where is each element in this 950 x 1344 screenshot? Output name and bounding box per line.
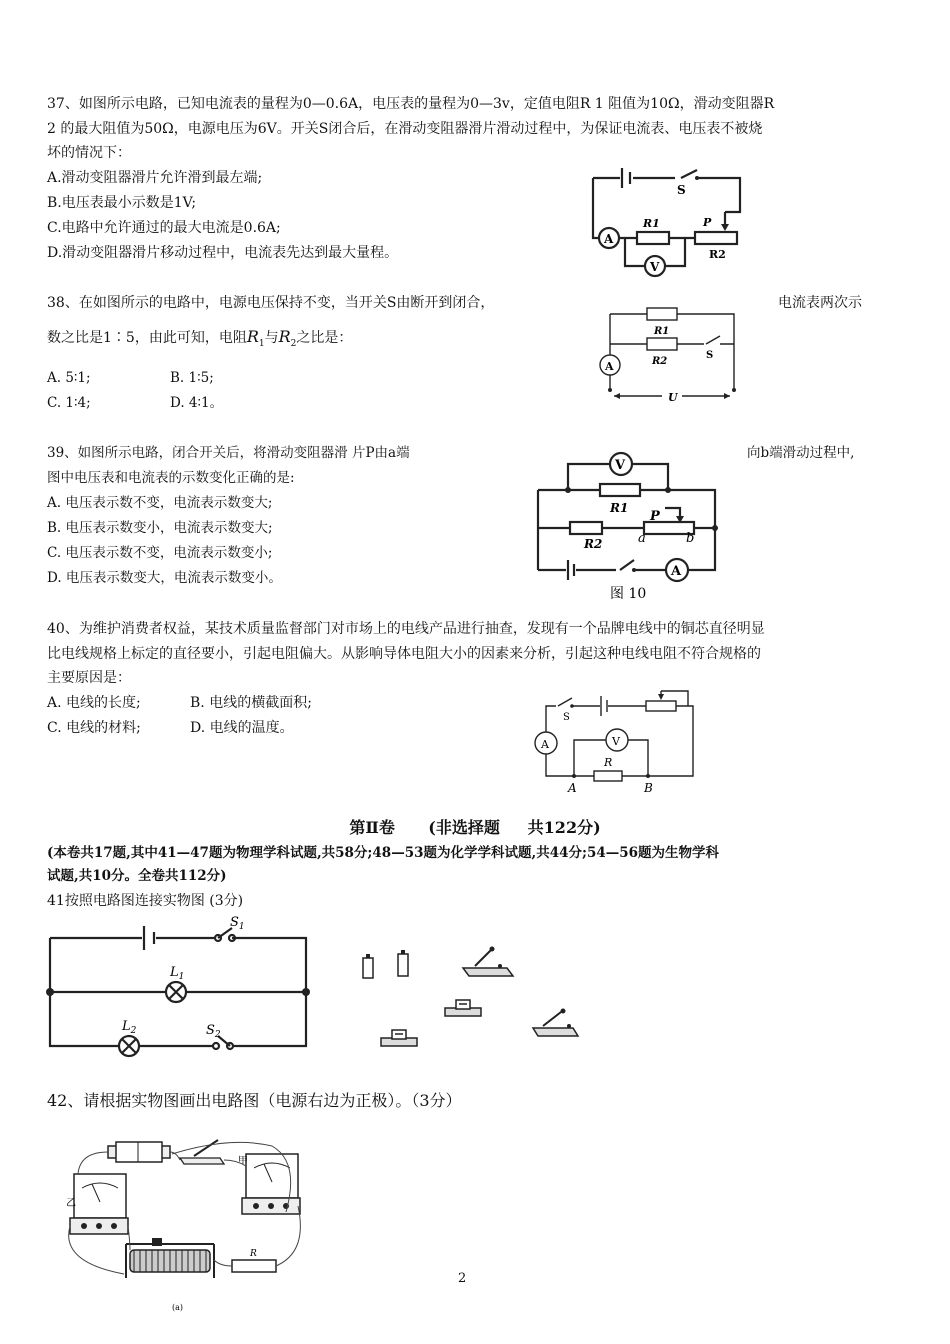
q38-stem-part1: 38、在如图所示的电路中，电源电压保持不变，当开关S由断开到闭合，: [47, 295, 495, 311]
q39-circuit-diagram: [530, 444, 725, 604]
q38-option-c: C. 1∶4;: [47, 395, 91, 411]
lamp-holder-2: [381, 1030, 417, 1046]
q40-label-voltmeter: V: [612, 735, 620, 748]
q38-option-d: D. 4∶1。: [170, 395, 224, 411]
q38-label-r1: R1: [654, 326, 670, 337]
rheostat: [646, 701, 676, 711]
section2-note-line1: (本卷共17题,其中41—47题为物理学科试题,共58分;48—53题为化学学科试题,共44分;54—56题为生物学科: [47, 845, 720, 861]
q38-stem-line2b: 之比是：: [296, 330, 353, 346]
q41-physical-components: [355, 940, 580, 1055]
q40-label-r: R: [604, 756, 613, 769]
q37-label-r2: R2: [709, 248, 726, 261]
q38-label-u: U: [668, 391, 678, 404]
q39-label-r1: R1: [610, 501, 629, 515]
q38-stem-part2: 电流表两次示: [778, 295, 862, 311]
q41-circuit-diagram: [44, 910, 314, 1060]
q41-label-s2: $S_2$: [206, 1023, 221, 1040]
q39-label-r2: R2: [584, 537, 603, 551]
q39-stem-part1: 39、如图所示电路，闭合开关后，将滑动变阻器滑 片P由a端: [47, 445, 410, 461]
q39-stem-part2: 向b端滑动过程中,: [747, 445, 855, 461]
q42-stem: 42、请根据实物图画出电路图（电源右边为正极）。（3分）: [47, 1091, 462, 1110]
resistor-top: [647, 308, 677, 320]
q38-option-a: A. 5∶1;: [47, 370, 91, 386]
q40-option-c: C. 电线的材料;: [47, 720, 141, 736]
q41-stem: 41按照电路图连接实物图 (3分): [47, 893, 244, 909]
q39-label-a: a: [638, 531, 646, 546]
knife-switch-1: [463, 947, 513, 977]
q41-label-s1: $S_1$: [230, 915, 245, 932]
q40-label-s: S: [563, 712, 570, 723]
q37-stem-line3: 坏的情况下：: [47, 145, 131, 161]
q38-circuit-diagram: [592, 292, 752, 412]
q38-stem-line2: [47, 325, 352, 356]
q38-and: 与: [264, 330, 279, 346]
q37-label-ammeter: A: [604, 232, 614, 246]
q37-option-a: A.滑动变阻器滑片允许滑到最左端;: [47, 170, 263, 186]
battery-cell-2: [398, 950, 408, 976]
q37-stem-line2: 2 的最大阻值为50Ω，电源电压为6V。开关S闭合后，在滑动变阻器滑片滑动过程中，为保证电流表、电压表不被烧: [47, 121, 763, 137]
q39-option-d: D. 电压表示数变大，电流表示数变小。: [47, 570, 282, 586]
q42-label-r: R: [250, 1249, 257, 1259]
q40-option-b: B. 电线的横截面积;: [190, 695, 312, 711]
q42-figure-caption: (a): [172, 1303, 184, 1312]
resistor-r1: [647, 338, 677, 350]
q40-label-point-a: A: [568, 781, 577, 795]
q37-option-d: D.滑动变阻器滑片移动过程中，电流表先达到最大量程。: [47, 245, 399, 261]
q41-label-l1: $L_1$: [170, 965, 185, 982]
section2-note-line2: 试题,共10分。全卷共112分): [47, 868, 227, 884]
q37-label-p: P: [703, 216, 712, 229]
q40-stem-line1: 40、为维护消费者权益，某技术质量监督部门对市场上的电线产品进行抽查，发现有一个品牌电线中的铜芯直径明显: [47, 621, 765, 637]
q38-r1: R: [246, 327, 259, 346]
q38-r2: R: [278, 327, 291, 346]
q38-option-b: B. 1∶5;: [170, 370, 214, 386]
q40-option-d: D. 电线的温度。: [190, 720, 294, 736]
resistor-r1: [600, 484, 640, 496]
q37-label-s: S: [677, 183, 686, 197]
q38-r1-sub: 1: [258, 338, 265, 349]
resistor-r: [594, 771, 622, 781]
q42-physical-circuit-figure: [60, 1132, 310, 1314]
q39-label-voltmeter: V: [615, 458, 626, 473]
q38-label-s: S: [706, 350, 714, 361]
q39-option-c: C. 电压表示数不变，电流表示数变小;: [47, 545, 273, 561]
meter-jia: [242, 1154, 300, 1214]
q37-option-c: C.电路中允许通过的最大电流是0.6A;: [47, 220, 281, 236]
q37-stem-line1: 37、如图所示电路，已知电流表的量程为0—0.6A，电压表的量程为0—3v，定值电阻R 1 阻值为10Ω，滑动变阻器R: [47, 96, 775, 112]
q38-r2-sub: 2: [290, 338, 297, 349]
resistor-r2: [570, 522, 602, 534]
q37-label-r1: R1: [643, 217, 660, 230]
battery-holder: [108, 1142, 170, 1162]
q40-stem-line3: 主要原因是：: [47, 670, 131, 686]
q40-option-a: A. 电线的长度;: [47, 695, 141, 711]
q37-circuit-diagram: [585, 160, 750, 280]
page-number: 2: [458, 1271, 467, 1286]
q38-label-ammeter: A: [605, 360, 614, 373]
rheostat-coil: [126, 1238, 214, 1278]
lamp-holder-1: [445, 1000, 481, 1016]
meter-yi: [70, 1174, 128, 1234]
q39-option-a: A. 电压表示数不变，电流表示数变大;: [47, 495, 273, 511]
q39-label-p: P: [650, 509, 660, 524]
q39-stem-line2: 图中电压表和电流表的示数变化正确的是:: [47, 470, 295, 486]
section2-title: 第Ⅱ卷 (非选择题 共122分): [349, 818, 601, 837]
q42-label-jia: 甲: [238, 1156, 248, 1167]
q40-label-point-b: B: [644, 781, 653, 795]
q41-label-l2: $L_2$: [122, 1019, 137, 1036]
q37-option-b: B.电压表最小示数是1V;: [47, 195, 197, 211]
q39-figure-caption: 图 10: [610, 586, 647, 602]
q40-stem-line2: 比电线规格上标定的直径要小，引起电阻偏大。从影响导体电阻大小的因素来分析，引起这种电线电阻不符合规格的: [47, 646, 761, 662]
q37-label-voltmeter: V: [650, 260, 660, 274]
battery-cell-1: [363, 954, 373, 978]
q39-label-b: b: [686, 531, 695, 546]
resistor-r-icon: [232, 1260, 276, 1272]
q38-label-r2: R2: [652, 356, 668, 367]
q39-label-ammeter: A: [671, 564, 682, 579]
q40-label-ammeter: A: [541, 738, 549, 751]
knife-switch-2: [533, 1009, 578, 1037]
q39-option-b: B. 电压表示数变小，电流表示数变大;: [47, 520, 273, 536]
q42-label-yi: 乙: [66, 1198, 76, 1209]
rheostat-r2: [695, 232, 737, 244]
q40-circuit-diagram: [528, 688, 703, 798]
q38-stem-line2a: 数之比是1∶5，由此可知，电阻: [47, 330, 247, 346]
resistor-r1: [637, 232, 669, 244]
